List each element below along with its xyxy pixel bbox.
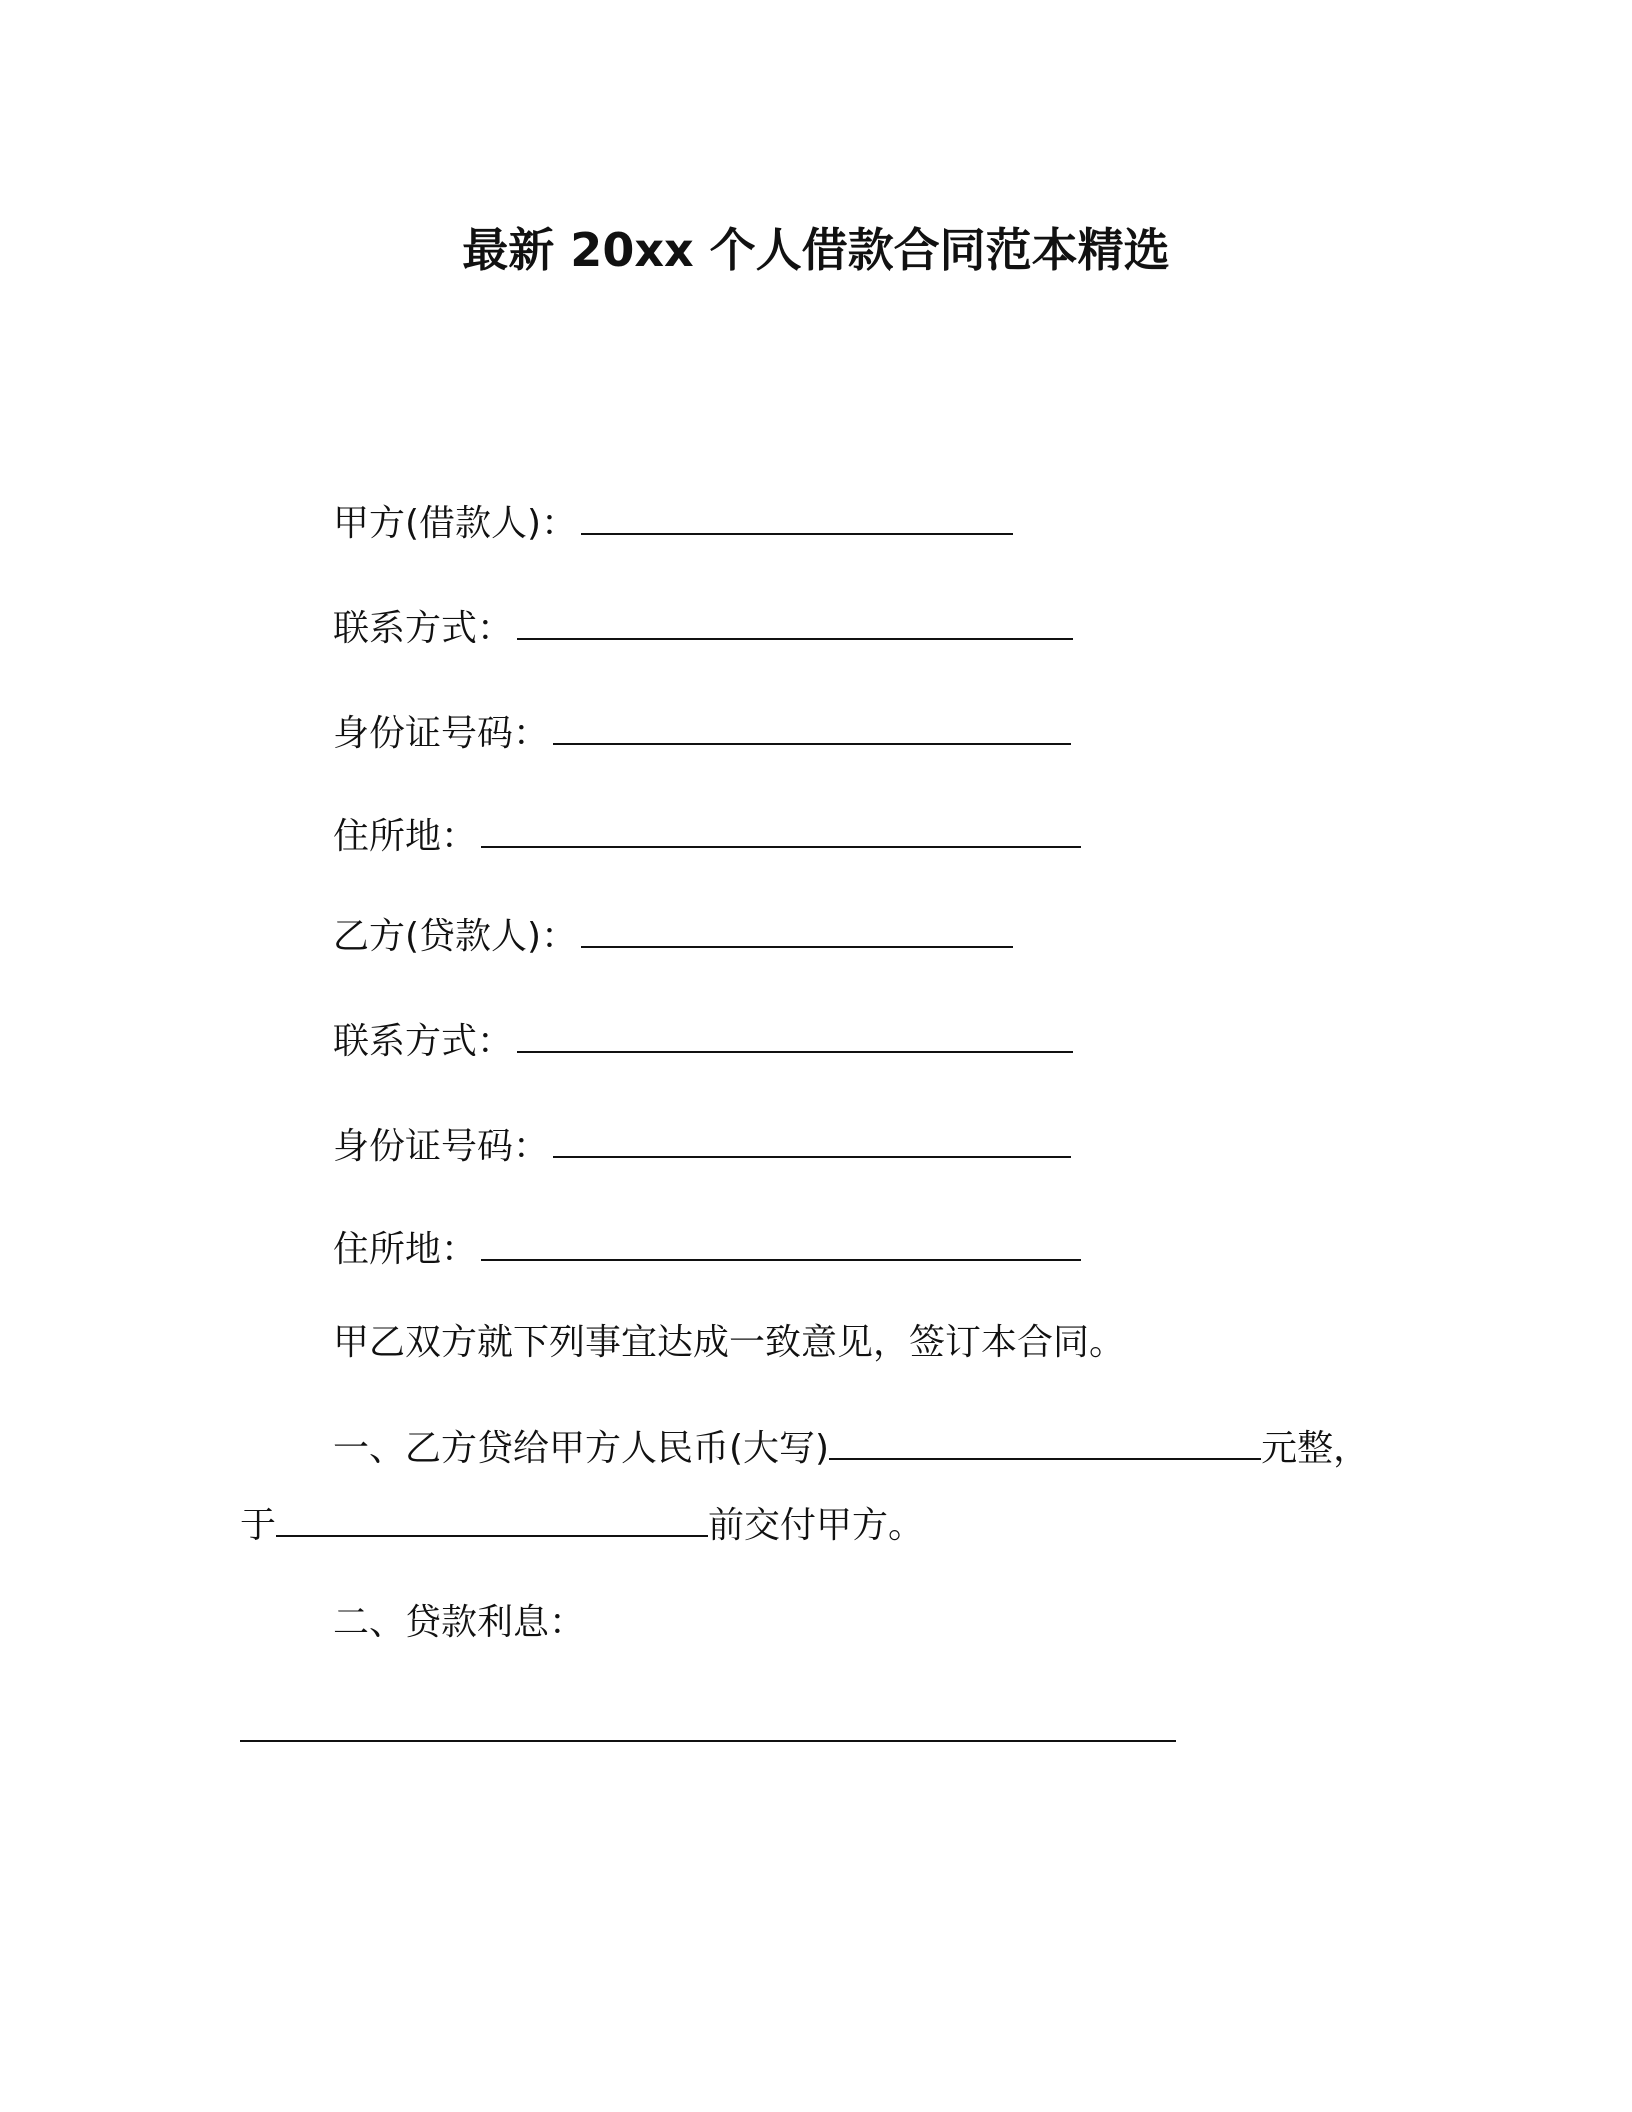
party-b-name-field[interactable] — [581, 908, 1013, 948]
party-a-label: 甲方(借款人)： — [333, 503, 578, 544]
party-a-id-label: 身份证号码： — [333, 713, 550, 754]
clause-1-part4: 前交付甲方。 — [708, 1505, 925, 1546]
party-b-label: 乙方(贷款人)： — [333, 916, 578, 957]
loan-amount-field[interactable] — [829, 1420, 1261, 1460]
agreement-intro: 甲乙双方就下列事宜达成一致意见，签订本合同。 — [333, 1322, 1126, 1363]
party-b-contact-label: 联系方式： — [333, 1021, 514, 1062]
party-b-address-line — [333, 1221, 1081, 1275]
clause-1-part2: 元整， — [1261, 1428, 1370, 1469]
party-b-address-label: 住所地： — [333, 1229, 478, 1270]
clause-1-line-2 — [240, 1497, 924, 1551]
party-a-line — [333, 495, 1013, 549]
party-a-contact-label: 联系方式： — [333, 608, 514, 649]
party-b-contact-line — [333, 1013, 1073, 1067]
delivery-date-field[interactable] — [276, 1497, 708, 1537]
party-a-name-field[interactable] — [581, 495, 1013, 535]
clause-1-part3: 于 — [240, 1505, 277, 1546]
party-a-id-field[interactable] — [553, 705, 1071, 745]
party-b-id-label: 身份证号码： — [333, 1126, 550, 1167]
party-a-contact-line — [333, 600, 1073, 654]
party-b-address-field[interactable] — [481, 1221, 1081, 1261]
party-a-address-label: 住所地： — [333, 816, 478, 857]
party-a-contact-field[interactable] — [517, 600, 1073, 640]
interest-field[interactable] — [240, 1740, 1176, 1742]
party-a-address-field[interactable] — [481, 808, 1081, 848]
party-b-id-field[interactable] — [553, 1118, 1071, 1158]
party-b-line — [333, 908, 1013, 962]
party-b-id-line — [333, 1118, 1071, 1172]
party-b-contact-field[interactable] — [517, 1013, 1073, 1053]
clause-2-label: 二、贷款利息： — [333, 1602, 586, 1643]
party-a-id-line — [333, 705, 1071, 759]
party-a-address-line — [333, 808, 1081, 862]
document-title: 最新 20xx 个人借款合同范本精选 — [462, 223, 1170, 277]
clause-1-part1: 一、乙方贷给甲方人民币(大写) — [333, 1428, 830, 1469]
clause-1-line-1 — [333, 1420, 1369, 1474]
